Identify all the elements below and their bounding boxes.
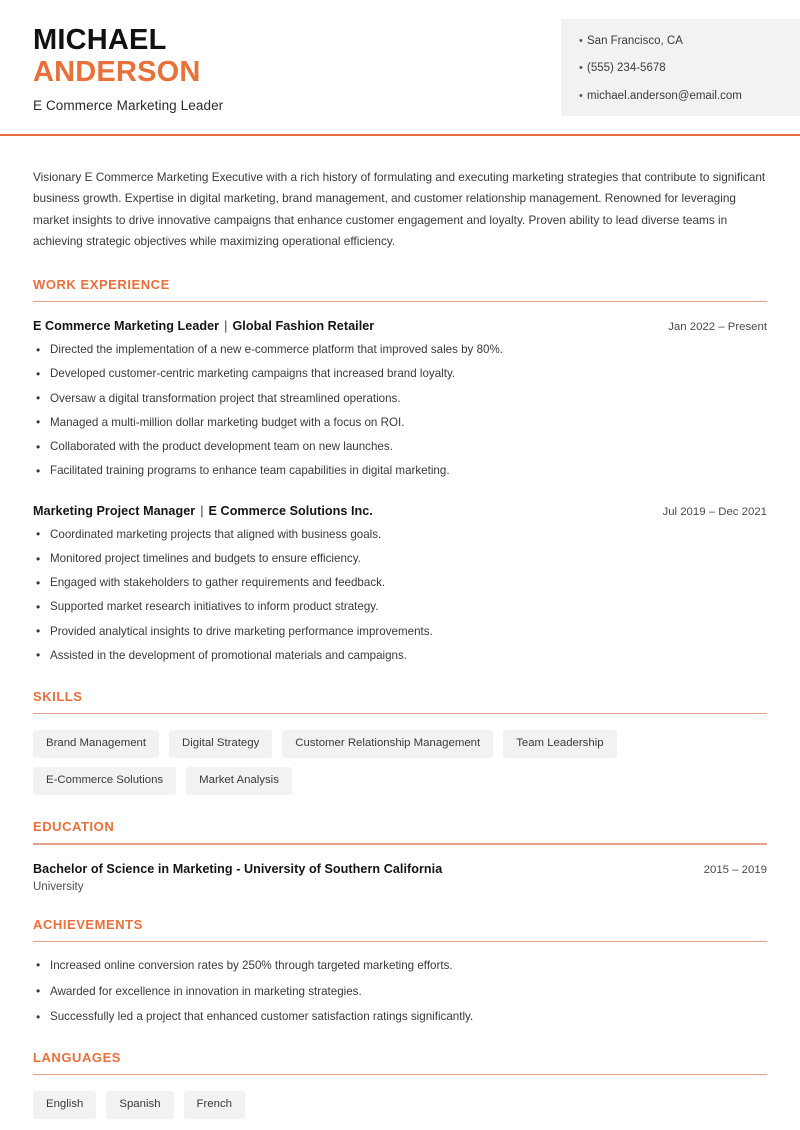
list-item: • Provided analytical insights to drive marketing performance improvements.: [33, 624, 767, 641]
skill-tag: Market Analysis: [186, 767, 292, 795]
languages-tag-list: [33, 1091, 767, 1119]
experience-role: E Commerce Marketing Leader: [33, 319, 220, 334]
experience-entry-header: [33, 504, 767, 518]
list-item: • Facilitated training programs to enhance team capabilities in digital marketing.: [33, 463, 767, 480]
experience-entry: [33, 504, 767, 665]
education-entry: [33, 862, 767, 893]
experience-entry-header: [33, 319, 767, 333]
list-item: • Collaborated with the product development team on new launches.: [33, 439, 767, 456]
experience-role: Marketing Project Manager: [33, 503, 196, 518]
resume-body: [0, 167, 800, 1119]
section-divider: [33, 1074, 767, 1075]
list-item: • Developed customer-centric marketing campaigns that increased brand loyalty.: [33, 366, 767, 383]
list-item: • Engaged with stakeholders to gather requirements and feedback.: [33, 575, 767, 592]
experience-bullet-list: [33, 342, 767, 480]
language-tag: Spanish: [106, 1091, 173, 1119]
education-institution-type: University: [33, 880, 84, 893]
professional-summary: Visionary E Commerce Marketing Executive with a rich history of formulating and executing marketing strategies that contribute to significant business growth. Expertise in digital marketing, brand management, and customer relationship management. Renowned for leveraging market insights to drive innovative campaigns that enhance customer engagement and loyalty. Proven ability to lead diverse teams in achieving strategic objectives while maximizing operational efficiency.: [33, 170, 766, 249]
list-item: • Managed a multi-million dollar marketing budget with a focus on ROI.: [33, 415, 767, 432]
section-title-education: EDUCATION: [33, 819, 115, 835]
bullet-icon: •: [579, 62, 583, 75]
section-title-achievements: ACHIEVEMENTS: [33, 916, 143, 932]
title-separator: |: [224, 319, 228, 334]
section-divider: [33, 713, 767, 714]
contact-info-box: [561, 19, 800, 116]
list-item: • Successfully led a project that enhanced customer satisfaction ratings significantly.: [33, 1009, 767, 1026]
section-title-languages: LANGUAGES: [33, 1049, 122, 1065]
contact-item-email[interactable]: [579, 88, 800, 104]
list-item: • Oversaw a digital transformation project that streamlined operations.: [33, 391, 767, 408]
language-tag: French: [184, 1091, 245, 1119]
header-accent-rule: [0, 134, 800, 136]
skill-tag: E-Commerce Solutions: [33, 767, 176, 795]
section-achievements: [33, 917, 767, 1026]
education-degree: Bachelor of Science in Marketing - University of Southern California: [33, 861, 443, 876]
list-item: • Awarded for excellence in innovation in marketing strategies.: [33, 984, 767, 1001]
experience-date-range: Jan 2022 – Present: [668, 321, 767, 334]
experience-title-line: [33, 504, 373, 518]
experience-company: E Commerce Solutions Inc.: [208, 503, 373, 518]
experience-company: Global Fashion Retailer: [232, 319, 375, 334]
list-item: • Monitored project timelines and budgets to ensure efficiency.: [33, 551, 767, 568]
skill-tag: Team Leadership: [503, 730, 616, 758]
contact-item-location: [579, 33, 800, 49]
section-title-work-experience: WORK EXPERIENCE: [33, 276, 170, 292]
bullet-icon: •: [579, 35, 583, 47]
education-entry-header: [33, 862, 767, 876]
section-divider: [33, 843, 767, 844]
education-date-range: 2015 – 2019: [703, 863, 767, 876]
skill-tag: Brand Management: [33, 730, 159, 758]
list-item: • Coordinated marketing projects that aligned with business goals.: [33, 527, 767, 544]
experience-entry: [33, 319, 767, 480]
section-education: [33, 819, 767, 892]
title-separator: |: [200, 503, 204, 518]
contact-location-text: San Francisco, CA: [587, 35, 683, 47]
language-tag: English: [33, 1091, 96, 1119]
contact-item-phone[interactable]: [579, 60, 800, 76]
resume-header: [0, 0, 800, 136]
contact-email-text: michael.anderson@email.com: [587, 89, 742, 102]
section-divider: [33, 301, 767, 302]
header-identity-block: [0, 0, 223, 113]
first-name: MICHAEL: [33, 24, 167, 56]
skill-tag: Digital Strategy: [169, 730, 272, 758]
section-divider: [33, 941, 767, 942]
experience-bullet-list: [33, 527, 767, 665]
section-languages: [33, 1050, 767, 1120]
list-item: • Directed the implementation of a new e-commerce platform that improved sales by 80%.: [33, 342, 767, 359]
last-name: ANDERSON: [33, 56, 201, 89]
list-item: • Supported market research initiatives to inform product strategy.: [33, 599, 767, 616]
bullet-icon: •: [579, 89, 583, 102]
section-title-skills: SKILLS: [33, 688, 83, 704]
contact-phone-text: (555) 234-5678: [587, 62, 666, 75]
list-item: • Increased online conversion rates by 250% through targeted marketing efforts.: [33, 958, 767, 975]
skill-tag: Customer Relationship Management: [282, 730, 493, 758]
experience-date-range: Jul 2019 – Dec 2021: [662, 505, 767, 518]
section-work-experience: [33, 277, 767, 665]
experience-title-line: [33, 319, 374, 333]
achievements-list: [33, 958, 767, 1026]
headline-job-title: E Commerce Marketing Leader: [33, 97, 224, 113]
list-item: • Assisted in the development of promotional materials and campaigns.: [33, 648, 767, 665]
section-skills: [33, 689, 767, 796]
skills-tag-list: [33, 730, 767, 795]
